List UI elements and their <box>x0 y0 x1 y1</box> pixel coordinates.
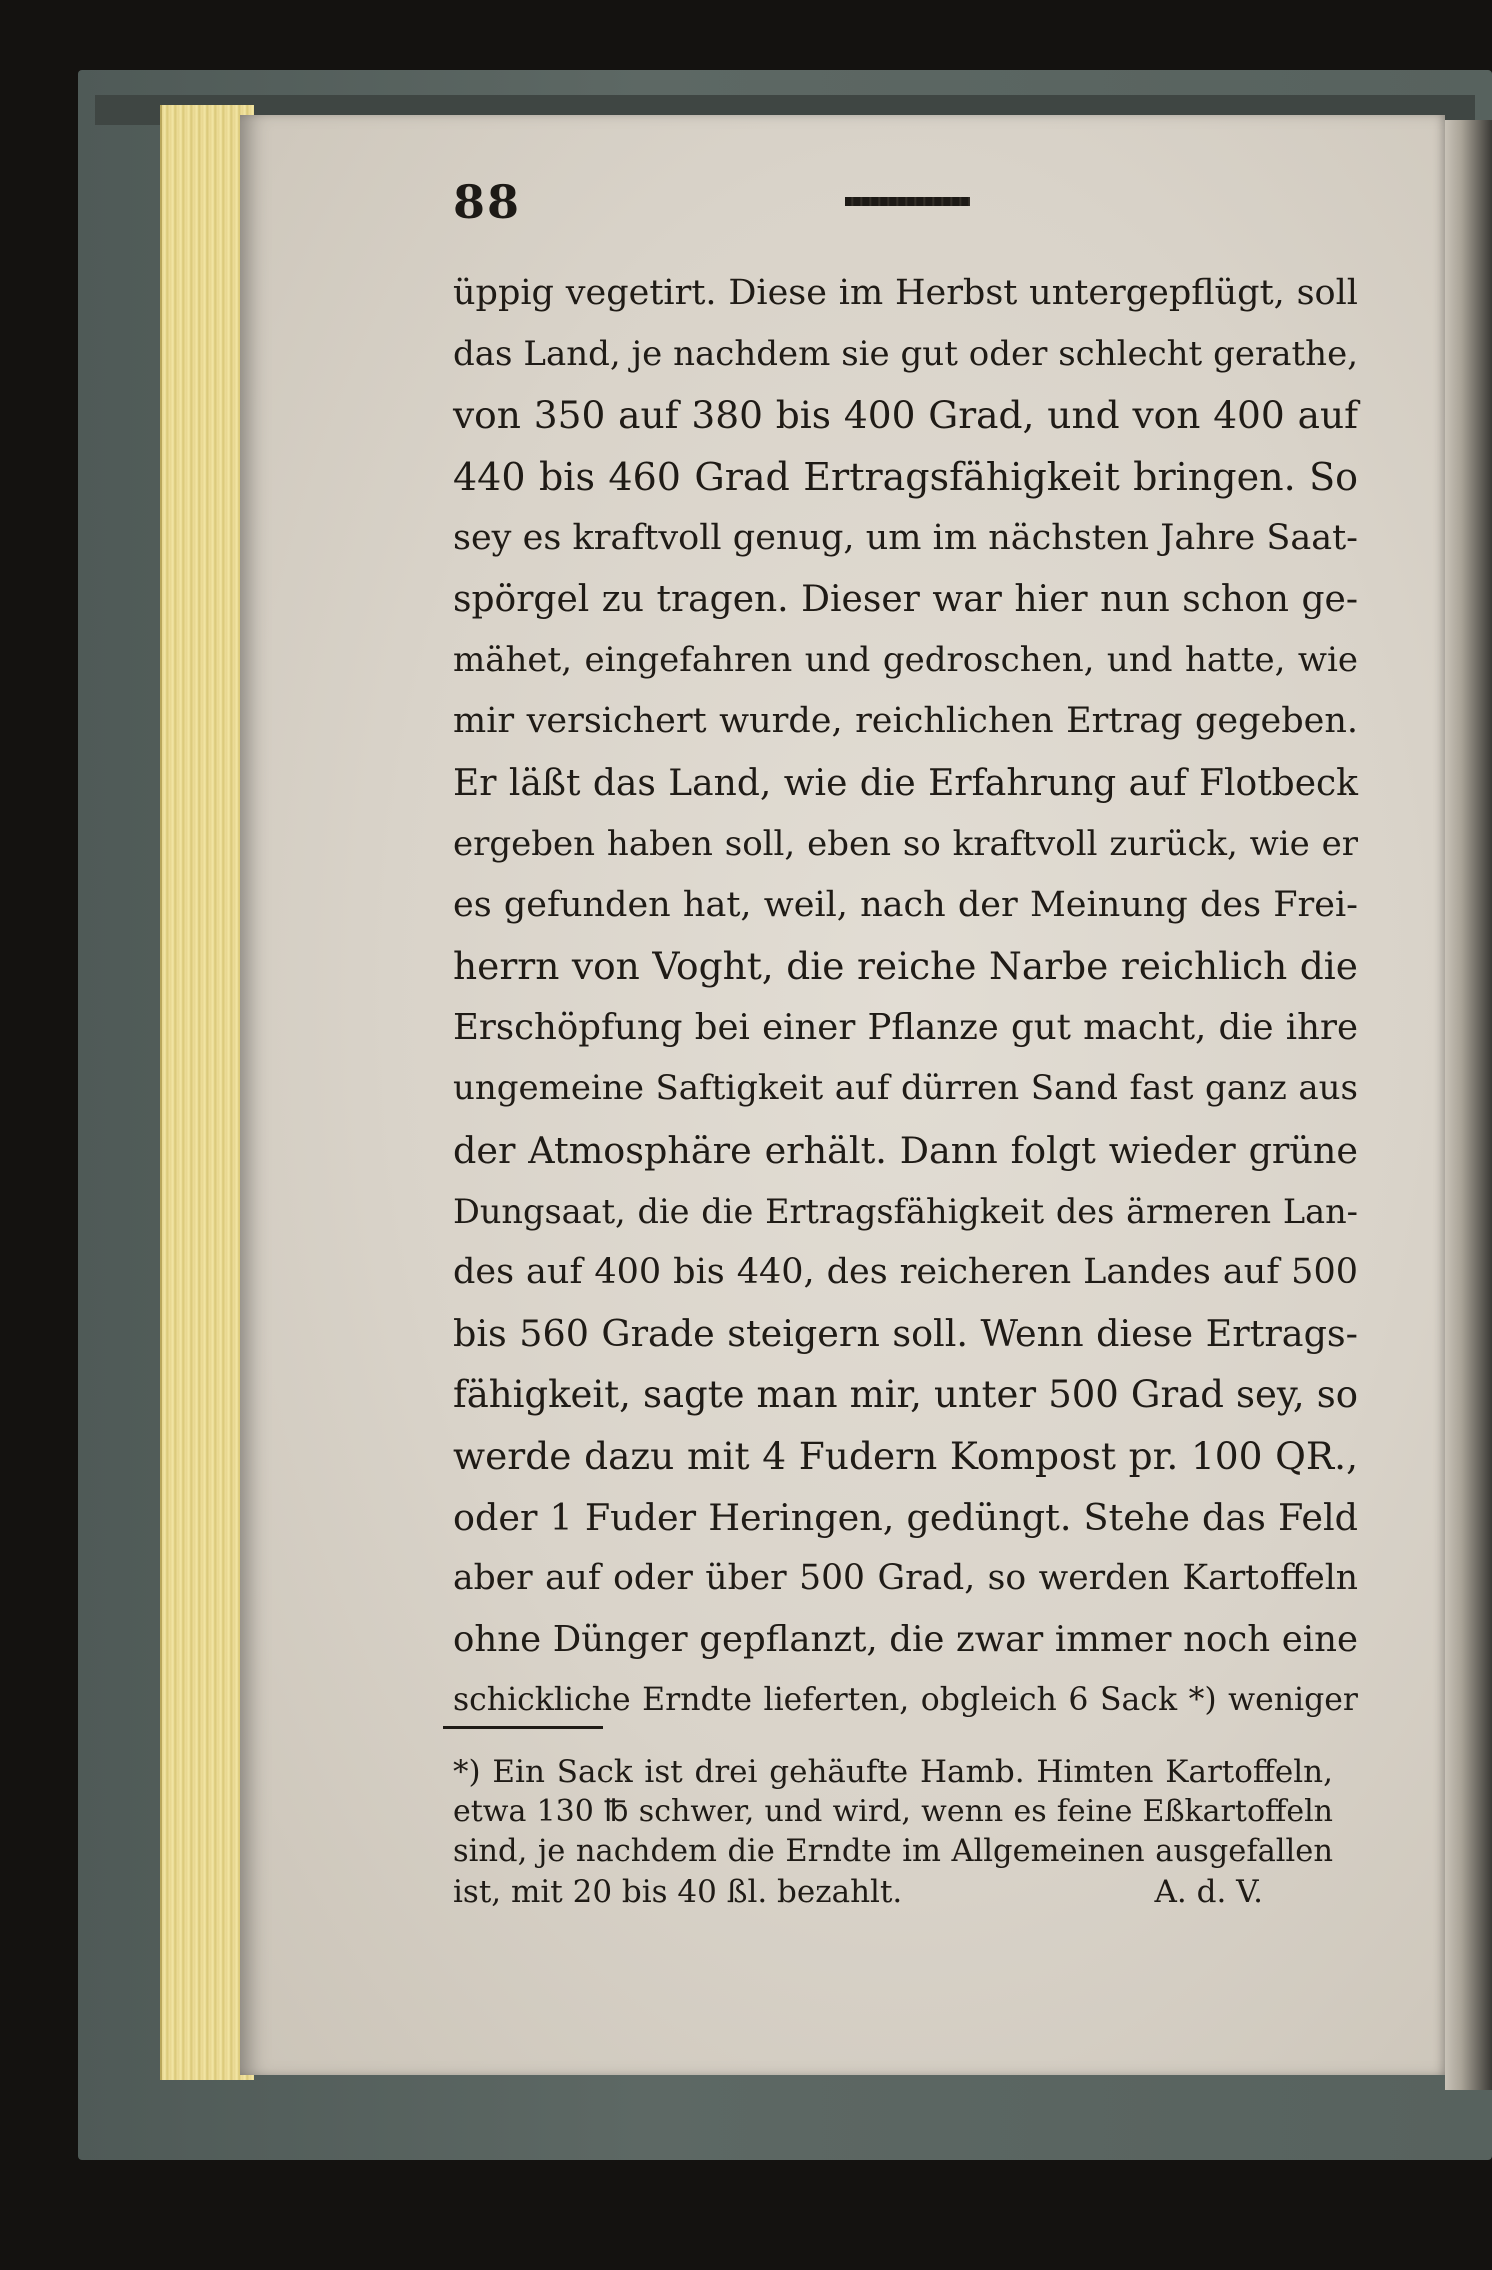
footnote-separator <box>443 1726 603 1729</box>
footnote-line: *) Ein Sack ist drei gehäufte Hamb. Himten Kartoffeln, <box>453 1754 1333 1790</box>
text-line: der Atmosphäre erhält. Dann folgt wieder grüne <box>453 1128 1358 1172</box>
header-ornament-rule <box>845 197 970 206</box>
page-gutter-shadow <box>1445 120 1492 2090</box>
page-number: 88 <box>453 175 522 229</box>
text-line: oder 1 Fuder Heringen, gedüngt. Stehe das Feld <box>453 1495 1358 1539</box>
text-line: ohne Dünger gepflanzt, die zwar immer noch eine <box>453 1619 1358 1661</box>
body-text <box>453 263 1358 1732</box>
footnote <box>453 1752 1333 1912</box>
text-line: des auf 400 bis 440, des reicheren Landes auf 500 <box>453 1252 1358 1292</box>
text-line: mähet, eingefahren und gedroschen, und hatte, wie <box>453 640 1358 681</box>
footnote-last-line <box>453 1872 1333 1912</box>
text-line: fähigkeit, sagte man mir, unter 500 Grad sey, so <box>453 1373 1358 1417</box>
text-line: spörgel zu tragen. Dieser war hier nun schon ge- <box>453 578 1358 620</box>
text-line: herrn von Voght, die reiche Narbe reichlich die <box>453 944 1358 989</box>
footnote-signature: A. d. V. <box>1154 1874 1263 1910</box>
footnote-line: ist, mit 20 bis 40 ßl. bezahlt. <box>453 1874 903 1910</box>
footnote-line: sind, je nachdem die Erndte im Allgemeinen ausgefallen <box>453 1834 1333 1869</box>
text-line: ungemeine Saftigkeit auf dürren Sand fast ganz aus <box>453 1068 1358 1109</box>
text-line: Er läßt das Land, wie die Erfahrung auf Flotbeck <box>453 762 1358 804</box>
text-line: schickliche Erndte lieferten, obgleich 6 Sack *) weniger <box>453 1682 1358 1719</box>
text-line: 440 bis 460 Grad Ertragsfähigkeit bringen. So <box>453 454 1358 499</box>
text-line: üppig vegetirt. Diese im Herbst untergepflügt, soll <box>453 273 1358 313</box>
text-line: von 350 auf 380 bis 400 Grad, und von 400 auf <box>453 393 1358 438</box>
text-line: das Land, je nachdem sie gut oder schlecht gerathe, <box>453 334 1358 375</box>
text-line: werde dazu mit 4 Fudern Kompost pr. 100 QR., <box>453 1433 1358 1478</box>
text-line: es gefunden hat, weil, nach der Meinung des Frei- <box>453 884 1358 925</box>
text-line: aber auf oder über 500 Grad, so werden Kartoffeln <box>453 1557 1358 1598</box>
text-line: sey es kraftvoll genug, um im nächsten Jahre Saat- <box>453 517 1358 558</box>
text-line: mir versichert wurde, reichlichen Ertrag gegeben. <box>453 701 1358 742</box>
footnote-line: etwa 130 ℔ schwer, und wird, wenn es feine Eßkartoffeln <box>453 1794 1333 1829</box>
text-line: Erschöpfung bei einer Pflanze gut macht, die ihre <box>453 1007 1358 1049</box>
text-line: Dungsaat, die die Ertragsfähigkeit des ärmeren Lan- <box>453 1191 1358 1231</box>
text-line: bis 560 Grade steigern soll. Wenn diese Ertrags- <box>453 1312 1358 1356</box>
text-line: ergeben haben soll, eben so kraftvoll zurück, wie er <box>453 823 1358 864</box>
